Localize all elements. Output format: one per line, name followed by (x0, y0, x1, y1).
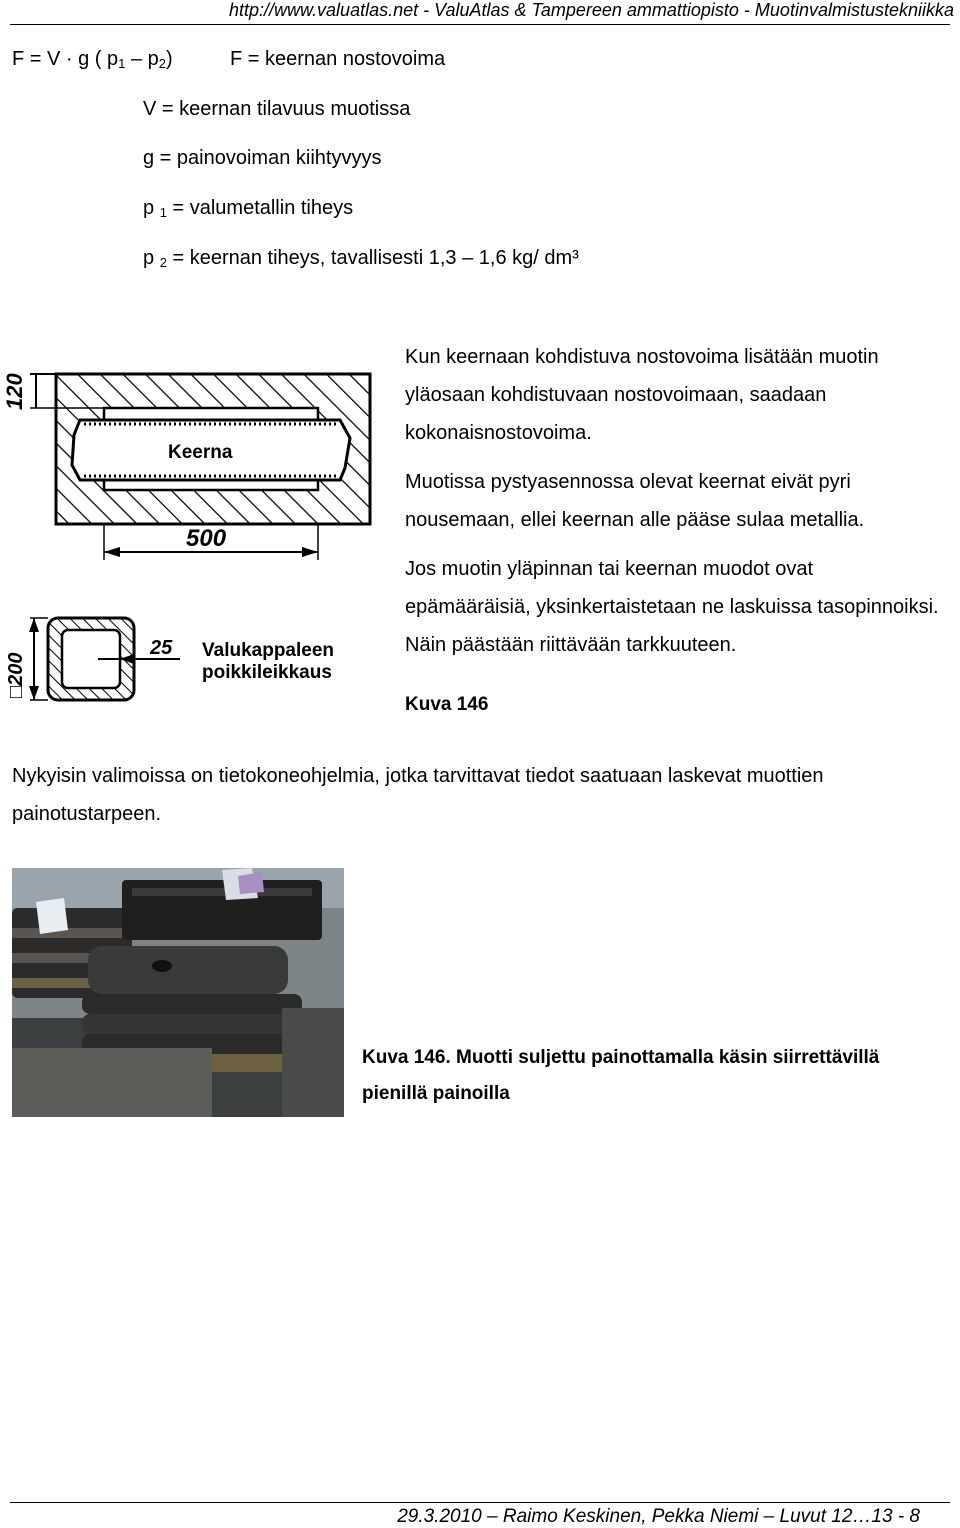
dim-120-label: 120 (2, 373, 27, 410)
figure-reference: Kuva 146 (405, 694, 489, 715)
mold-cross-section-drawing (0, 320, 395, 720)
paragraph-2: Muotissa pystyasennossa olevat keernat eivät pyri nousemaan, ellei keernan alle pääse sulaa metallia. (405, 471, 865, 531)
label-section-2: poikkileikkaus (202, 662, 332, 683)
mold-weights-photo (12, 868, 344, 1117)
paragraph-3: Jos muotin yläpinnan tai keernan muodot ovat epämääräisiä, yksinkertaistetaan ne laskuissa tasopinnoiksi. Näin päästään riittävään tarkkuuteen. (405, 558, 939, 656)
casting-cross-section (5, 618, 180, 700)
p1-pre: p (143, 197, 160, 219)
dim-500-label: 500 (186, 525, 227, 552)
p1-sub: 1 (159, 205, 167, 220)
header-divider (10, 24, 950, 25)
formula-lhs: F = V · g ( p (12, 48, 119, 70)
p1-post: = valumetallin tiheys (166, 197, 354, 219)
dim-25-label: 25 (150, 637, 173, 659)
page-header-url: http://www.valuatlas.net - ValuAtlas & Tampereen ammattiopisto - Muotinvalmistustekniikka (229, 0, 954, 20)
paragraph-1: Kun keernaan kohdistuva nostovoima lisätään muotin yläosaan kohdistuvaan nostovoimaan, saadaan kokonaisnostovoima. (405, 346, 879, 444)
page-footer: 29.3.2010 – Raimo Keskinen, Pekka Niemi – Luvut 12…13 - 8 (397, 1506, 920, 1527)
definition-p2 (143, 247, 579, 270)
formula-sub2: 2 (158, 56, 166, 71)
definition-g: g = painovoiman kiihtyvyys (143, 147, 382, 169)
footer-divider (10, 1502, 950, 1503)
formula-rhs: ) (165, 48, 173, 70)
definition-v: V = keernan tilavuus muotissa (143, 98, 411, 120)
dim-200-label: □200 (5, 652, 27, 698)
dimension-500 (104, 524, 318, 560)
p2-pre: p (143, 247, 160, 269)
formula-main (12, 48, 173, 71)
photo-illustration (12, 868, 344, 1117)
definition-p1 (143, 197, 353, 220)
paragraph-4: Nykyisin valimoissa on tietokoneohjelmia, jotka tarvittavat tiedot saatuaan laskevat muottien painotustarpeen. (12, 765, 824, 825)
formula-sub1: 1 (118, 56, 126, 71)
definition-f: F = keernan nostovoima (230, 48, 446, 70)
p2-sub: 2 (159, 255, 167, 270)
label-section-1: Valukappaleen (202, 640, 335, 661)
p2-post: = keernan tiheys, tavallisesti 1,3 – 1,6 kg/ dm³ (166, 247, 579, 269)
label-keerna: Keerna (168, 442, 233, 463)
photo-caption: Kuva 146. Muotti suljettu painottamalla käsin siirrettävillä pienillä painoilla (362, 1047, 880, 1104)
formula-mid: – p (125, 48, 159, 70)
